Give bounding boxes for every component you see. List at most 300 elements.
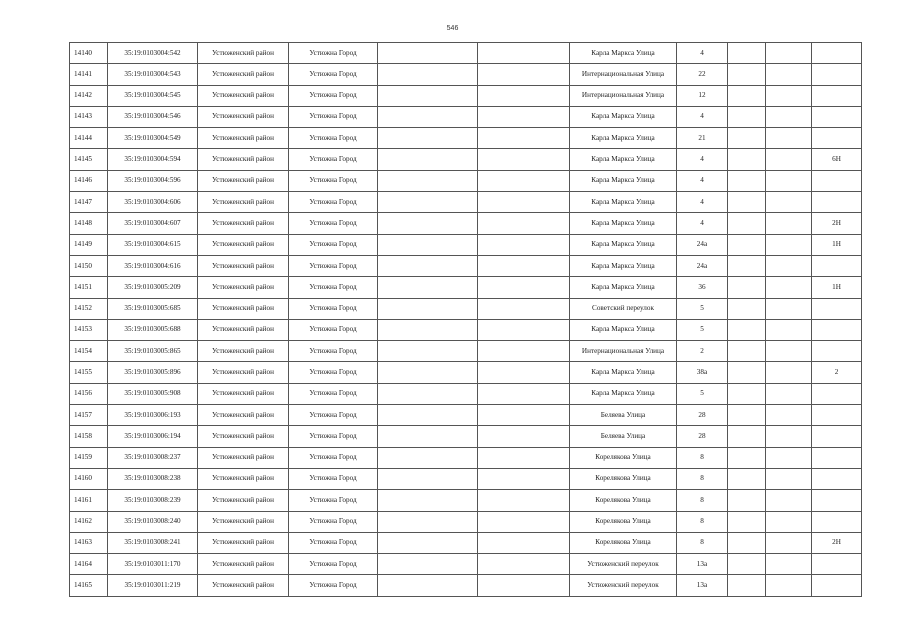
empty-cell bbox=[378, 255, 478, 276]
record-number-cell: 14165 bbox=[70, 575, 108, 596]
apartment-cell: 2Н bbox=[812, 213, 862, 234]
empty-cell bbox=[728, 405, 766, 426]
city-cell: Устюжна Город bbox=[289, 426, 378, 447]
record-number-cell: 14142 bbox=[70, 85, 108, 106]
apartment-cell bbox=[812, 426, 862, 447]
apartment-cell bbox=[812, 64, 862, 85]
record-number-cell: 14146 bbox=[70, 170, 108, 191]
house-number-cell: 5 bbox=[677, 298, 728, 319]
empty-cell bbox=[766, 405, 812, 426]
apartment-cell bbox=[812, 511, 862, 532]
empty-cell bbox=[378, 468, 478, 489]
house-number-cell: 8 bbox=[677, 447, 728, 468]
city-cell: Устюжна Город bbox=[289, 341, 378, 362]
empty-cell bbox=[378, 426, 478, 447]
district-cell: Устюженский район bbox=[198, 192, 289, 213]
empty-cell bbox=[728, 234, 766, 255]
cadastral-number-cell: 35:19:0103008:237 bbox=[108, 447, 198, 468]
street-cell: Карла Маркса Улица bbox=[570, 128, 677, 149]
city-cell: Устюжна Город bbox=[289, 383, 378, 404]
empty-cell bbox=[766, 149, 812, 170]
empty-cell bbox=[478, 255, 570, 276]
empty-cell bbox=[478, 43, 570, 64]
cadastral-number-cell: 35:19:0103008:241 bbox=[108, 532, 198, 553]
house-number-cell: 22 bbox=[677, 64, 728, 85]
record-number-cell: 14162 bbox=[70, 511, 108, 532]
empty-cell bbox=[766, 298, 812, 319]
empty-cell bbox=[478, 64, 570, 85]
empty-cell bbox=[478, 490, 570, 511]
empty-cell bbox=[378, 341, 478, 362]
district-cell: Устюженский район bbox=[198, 362, 289, 383]
apartment-cell bbox=[812, 554, 862, 575]
record-number-cell: 14144 bbox=[70, 128, 108, 149]
empty-cell bbox=[728, 255, 766, 276]
street-cell: Карла Маркса Улица bbox=[570, 213, 677, 234]
city-cell: Устюжна Город bbox=[289, 468, 378, 489]
record-number-cell: 14156 bbox=[70, 383, 108, 404]
empty-cell bbox=[766, 490, 812, 511]
empty-cell bbox=[478, 383, 570, 404]
cadastral-number-cell: 35:19:0103005:865 bbox=[108, 341, 198, 362]
table-row bbox=[70, 85, 862, 106]
district-cell: Устюженский район bbox=[198, 255, 289, 276]
table-row bbox=[70, 192, 862, 213]
empty-cell bbox=[378, 234, 478, 255]
street-cell: Карла Маркса Улица bbox=[570, 192, 677, 213]
district-cell: Устюженский район bbox=[198, 64, 289, 85]
street-cell: Корелякова Улица bbox=[570, 447, 677, 468]
house-number-cell: 4 bbox=[677, 213, 728, 234]
city-cell: Устюжна Город bbox=[289, 64, 378, 85]
street-cell: Интернациональная Улица bbox=[570, 64, 677, 85]
empty-cell bbox=[728, 64, 766, 85]
street-cell: Карла Маркса Улица bbox=[570, 319, 677, 340]
house-number-cell: 8 bbox=[677, 532, 728, 553]
city-cell: Устюжна Город bbox=[289, 405, 378, 426]
house-number-cell: 2 bbox=[677, 341, 728, 362]
empty-cell bbox=[728, 426, 766, 447]
empty-cell bbox=[766, 192, 812, 213]
table-row bbox=[70, 298, 862, 319]
record-number-cell: 14160 bbox=[70, 468, 108, 489]
street-cell: Карла Маркса Улица bbox=[570, 43, 677, 64]
empty-cell bbox=[378, 575, 478, 596]
street-cell: Карла Маркса Улица bbox=[570, 170, 677, 191]
apartment-cell bbox=[812, 106, 862, 127]
apartment-cell bbox=[812, 298, 862, 319]
apartment-cell: 2Н bbox=[812, 532, 862, 553]
empty-cell bbox=[728, 319, 766, 340]
district-cell: Устюженский район bbox=[198, 383, 289, 404]
empty-cell bbox=[766, 277, 812, 298]
cadastral-number-cell: 35:19:0103004:606 bbox=[108, 192, 198, 213]
record-number-cell: 14151 bbox=[70, 277, 108, 298]
empty-cell bbox=[766, 255, 812, 276]
house-number-cell: 36 bbox=[677, 277, 728, 298]
apartment-cell bbox=[812, 128, 862, 149]
table-row bbox=[70, 575, 862, 596]
empty-cell bbox=[478, 277, 570, 298]
street-cell: Корелякова Улица bbox=[570, 511, 677, 532]
empty-cell bbox=[378, 511, 478, 532]
empty-cell bbox=[728, 468, 766, 489]
cadastral-number-cell: 35:19:0103004:546 bbox=[108, 106, 198, 127]
record-number-cell: 14147 bbox=[70, 192, 108, 213]
cadastral-number-cell: 35:19:0103006:194 bbox=[108, 426, 198, 447]
empty-cell bbox=[478, 554, 570, 575]
empty-cell bbox=[728, 362, 766, 383]
table-row bbox=[70, 106, 862, 127]
empty-cell bbox=[728, 341, 766, 362]
house-number-cell: 28 bbox=[677, 426, 728, 447]
empty-cell bbox=[478, 362, 570, 383]
house-number-cell: 38а bbox=[677, 362, 728, 383]
empty-cell bbox=[378, 362, 478, 383]
city-cell: Устюжна Город bbox=[289, 128, 378, 149]
empty-cell bbox=[478, 149, 570, 170]
empty-cell bbox=[478, 447, 570, 468]
empty-cell bbox=[478, 128, 570, 149]
empty-cell bbox=[378, 43, 478, 64]
city-cell: Устюжна Город bbox=[289, 447, 378, 468]
empty-cell bbox=[728, 213, 766, 234]
house-number-cell: 4 bbox=[677, 149, 728, 170]
empty-cell bbox=[378, 213, 478, 234]
empty-cell bbox=[766, 426, 812, 447]
registry-body bbox=[70, 43, 862, 597]
table-row bbox=[70, 405, 862, 426]
apartment-cell bbox=[812, 85, 862, 106]
empty-cell bbox=[478, 532, 570, 553]
street-cell: Карла Маркса Улица bbox=[570, 255, 677, 276]
district-cell: Устюженский район bbox=[198, 298, 289, 319]
district-cell: Устюженский район bbox=[198, 170, 289, 191]
apartment-cell: 1Н bbox=[812, 234, 862, 255]
cadastral-number-cell: 35:19:0103005:688 bbox=[108, 319, 198, 340]
table-row bbox=[70, 149, 862, 170]
empty-cell bbox=[378, 170, 478, 191]
table-row bbox=[70, 213, 862, 234]
city-cell: Устюжна Город bbox=[289, 575, 378, 596]
record-number-cell: 14159 bbox=[70, 447, 108, 468]
empty-cell bbox=[478, 405, 570, 426]
cadastral-number-cell: 35:19:0103005:685 bbox=[108, 298, 198, 319]
street-cell: Устюженский переулок bbox=[570, 554, 677, 575]
city-cell: Устюжна Город bbox=[289, 213, 378, 234]
table-row bbox=[70, 383, 862, 404]
empty-cell bbox=[728, 532, 766, 553]
empty-cell bbox=[766, 319, 812, 340]
empty-cell bbox=[378, 192, 478, 213]
empty-cell bbox=[378, 85, 478, 106]
district-cell: Устюженский район bbox=[198, 341, 289, 362]
empty-cell bbox=[728, 85, 766, 106]
empty-cell bbox=[378, 149, 478, 170]
house-number-cell: 8 bbox=[677, 511, 728, 532]
apartment-cell bbox=[812, 341, 862, 362]
table-row bbox=[70, 170, 862, 191]
apartment-cell bbox=[812, 383, 862, 404]
empty-cell bbox=[378, 405, 478, 426]
house-number-cell: 13а bbox=[677, 575, 728, 596]
table-row bbox=[70, 490, 862, 511]
empty-cell bbox=[478, 106, 570, 127]
record-number-cell: 14153 bbox=[70, 319, 108, 340]
empty-cell bbox=[728, 554, 766, 575]
street-cell: Советский переулок bbox=[570, 298, 677, 319]
table-row bbox=[70, 468, 862, 489]
cadastral-number-cell: 35:19:0103005:908 bbox=[108, 383, 198, 404]
empty-cell bbox=[378, 128, 478, 149]
empty-cell bbox=[766, 447, 812, 468]
cadastral-number-cell: 35:19:0103004:545 bbox=[108, 85, 198, 106]
district-cell: Устюженский район bbox=[198, 532, 289, 553]
city-cell: Устюжна Город bbox=[289, 554, 378, 575]
table-row bbox=[70, 43, 862, 64]
empty-cell bbox=[378, 319, 478, 340]
house-number-cell: 28 bbox=[677, 405, 728, 426]
empty-cell bbox=[728, 447, 766, 468]
district-cell: Устюженский район bbox=[198, 490, 289, 511]
house-number-cell: 21 bbox=[677, 128, 728, 149]
apartment-cell bbox=[812, 255, 862, 276]
empty-cell bbox=[378, 106, 478, 127]
record-number-cell: 14140 bbox=[70, 43, 108, 64]
city-cell: Устюжна Город bbox=[289, 106, 378, 127]
street-cell: Карла Маркса Улица bbox=[570, 383, 677, 404]
street-cell: Устюженский переулок bbox=[570, 575, 677, 596]
cadastral-number-cell: 35:19:0103011:170 bbox=[108, 554, 198, 575]
empty-cell bbox=[478, 192, 570, 213]
apartment-cell bbox=[812, 192, 862, 213]
apartment-cell: 1Н bbox=[812, 277, 862, 298]
city-cell: Устюжна Город bbox=[289, 149, 378, 170]
empty-cell bbox=[766, 554, 812, 575]
street-cell: Карла Маркса Улица bbox=[570, 149, 677, 170]
empty-cell bbox=[378, 532, 478, 553]
district-cell: Устюженский район bbox=[198, 234, 289, 255]
table-row bbox=[70, 447, 862, 468]
empty-cell bbox=[728, 490, 766, 511]
table-row bbox=[70, 64, 862, 85]
empty-cell bbox=[766, 532, 812, 553]
empty-cell bbox=[728, 170, 766, 191]
city-cell: Устюжна Город bbox=[289, 255, 378, 276]
empty-cell bbox=[766, 575, 812, 596]
apartment-cell bbox=[812, 170, 862, 191]
cadastral-number-cell: 35:19:0103004:549 bbox=[108, 128, 198, 149]
page-number: 546 bbox=[446, 25, 459, 32]
cadastral-number-cell: 35:19:0103006:193 bbox=[108, 405, 198, 426]
empty-cell bbox=[766, 106, 812, 127]
table-row bbox=[70, 426, 862, 447]
record-number-cell: 14152 bbox=[70, 298, 108, 319]
record-number-cell: 14163 bbox=[70, 532, 108, 553]
record-number-cell: 14158 bbox=[70, 426, 108, 447]
apartment-cell bbox=[812, 447, 862, 468]
house-number-cell: 4 bbox=[677, 192, 728, 213]
empty-cell bbox=[766, 383, 812, 404]
apartment-cell bbox=[812, 468, 862, 489]
empty-cell bbox=[766, 341, 812, 362]
district-cell: Устюженский район bbox=[198, 426, 289, 447]
city-cell: Устюжна Город bbox=[289, 170, 378, 191]
table-row bbox=[70, 341, 862, 362]
house-number-cell: 5 bbox=[677, 383, 728, 404]
city-cell: Устюжна Город bbox=[289, 43, 378, 64]
record-number-cell: 14145 bbox=[70, 149, 108, 170]
empty-cell bbox=[728, 298, 766, 319]
street-cell: Корелякова Улица bbox=[570, 468, 677, 489]
city-cell: Устюжна Город bbox=[289, 298, 378, 319]
street-cell: Интернациональная Улица bbox=[570, 85, 677, 106]
cadastral-number-cell: 35:19:0103004:596 bbox=[108, 170, 198, 191]
city-cell: Устюжна Город bbox=[289, 490, 378, 511]
table-row bbox=[70, 255, 862, 276]
empty-cell bbox=[766, 213, 812, 234]
cadastral-number-cell: 35:19:0103004:594 bbox=[108, 149, 198, 170]
empty-cell bbox=[728, 192, 766, 213]
street-cell: Корелякова Улица bbox=[570, 532, 677, 553]
street-cell: Интернациональная Улица bbox=[570, 341, 677, 362]
empty-cell bbox=[728, 575, 766, 596]
empty-cell bbox=[766, 468, 812, 489]
district-cell: Устюженский район bbox=[198, 43, 289, 64]
empty-cell bbox=[378, 64, 478, 85]
district-cell: Устюженский район bbox=[198, 319, 289, 340]
empty-cell bbox=[766, 128, 812, 149]
city-cell: Устюжна Город bbox=[289, 532, 378, 553]
city-cell: Устюжна Город bbox=[289, 234, 378, 255]
empty-cell bbox=[728, 106, 766, 127]
district-cell: Устюженский район bbox=[198, 277, 289, 298]
apartment-cell bbox=[812, 319, 862, 340]
empty-cell bbox=[378, 554, 478, 575]
apartment-cell bbox=[812, 490, 862, 511]
property-registry-table bbox=[69, 42, 862, 597]
city-cell: Устюжна Город bbox=[289, 192, 378, 213]
empty-cell bbox=[766, 43, 812, 64]
house-number-cell: 4 bbox=[677, 106, 728, 127]
city-cell: Устюжна Город bbox=[289, 319, 378, 340]
table-row bbox=[70, 319, 862, 340]
district-cell: Устюженский район bbox=[198, 554, 289, 575]
record-number-cell: 14149 bbox=[70, 234, 108, 255]
house-number-cell: 4 bbox=[677, 43, 728, 64]
empty-cell bbox=[478, 234, 570, 255]
empty-cell bbox=[728, 128, 766, 149]
street-cell: Карла Маркса Улица bbox=[570, 277, 677, 298]
table-row bbox=[70, 128, 862, 149]
empty-cell bbox=[478, 85, 570, 106]
district-cell: Устюженский район bbox=[198, 149, 289, 170]
district-cell: Устюженский район bbox=[198, 468, 289, 489]
empty-cell bbox=[478, 213, 570, 234]
city-cell: Устюжна Город bbox=[289, 277, 378, 298]
cadastral-number-cell: 35:19:0103008:238 bbox=[108, 468, 198, 489]
empty-cell bbox=[766, 85, 812, 106]
empty-cell bbox=[478, 575, 570, 596]
apartment-cell: 6Н bbox=[812, 149, 862, 170]
cadastral-number-cell: 35:19:0103008:240 bbox=[108, 511, 198, 532]
district-cell: Устюженский район bbox=[198, 447, 289, 468]
street-cell: Карла Маркса Улица bbox=[570, 362, 677, 383]
empty-cell bbox=[478, 319, 570, 340]
street-cell: Беляева Улица bbox=[570, 405, 677, 426]
district-cell: Устюженский район bbox=[198, 106, 289, 127]
empty-cell bbox=[378, 277, 478, 298]
empty-cell bbox=[766, 511, 812, 532]
district-cell: Устюженский район bbox=[198, 213, 289, 234]
record-number-cell: 14155 bbox=[70, 362, 108, 383]
cadastral-number-cell: 35:19:0103004:615 bbox=[108, 234, 198, 255]
record-number-cell: 14141 bbox=[70, 64, 108, 85]
district-cell: Устюженский район bbox=[198, 128, 289, 149]
empty-cell bbox=[728, 43, 766, 64]
table-row bbox=[70, 511, 862, 532]
district-cell: Устюженский район bbox=[198, 405, 289, 426]
record-number-cell: 14164 bbox=[70, 554, 108, 575]
city-cell: Устюжна Город bbox=[289, 511, 378, 532]
record-number-cell: 14161 bbox=[70, 490, 108, 511]
empty-cell bbox=[378, 298, 478, 319]
empty-cell bbox=[478, 468, 570, 489]
record-number-cell: 14157 bbox=[70, 405, 108, 426]
street-cell: Беляева Улица bbox=[570, 426, 677, 447]
house-number-cell: 24а bbox=[677, 234, 728, 255]
house-number-cell: 24а bbox=[677, 255, 728, 276]
cadastral-number-cell: 35:19:0103004:607 bbox=[108, 213, 198, 234]
street-cell: Карла Маркса Улица bbox=[570, 234, 677, 255]
house-number-cell: 8 bbox=[677, 468, 728, 489]
record-number-cell: 14148 bbox=[70, 213, 108, 234]
empty-cell bbox=[728, 511, 766, 532]
district-cell: Устюженский район bbox=[198, 575, 289, 596]
cadastral-number-cell: 35:19:0103008:239 bbox=[108, 490, 198, 511]
table-row bbox=[70, 532, 862, 553]
table-row bbox=[70, 277, 862, 298]
table-row bbox=[70, 234, 862, 255]
cadastral-number-cell: 35:19:0103004:543 bbox=[108, 64, 198, 85]
record-number-cell: 14150 bbox=[70, 255, 108, 276]
empty-cell bbox=[728, 277, 766, 298]
house-number-cell: 13а bbox=[677, 554, 728, 575]
house-number-cell: 8 bbox=[677, 490, 728, 511]
cadastral-number-cell: 35:19:0103005:896 bbox=[108, 362, 198, 383]
empty-cell bbox=[478, 511, 570, 532]
district-cell: Устюженский район bbox=[198, 85, 289, 106]
empty-cell bbox=[478, 170, 570, 191]
house-number-cell: 5 bbox=[677, 319, 728, 340]
empty-cell bbox=[766, 170, 812, 191]
cadastral-number-cell: 35:19:0103004:542 bbox=[108, 43, 198, 64]
empty-cell bbox=[478, 298, 570, 319]
cadastral-number-cell: 35:19:0103011:219 bbox=[108, 575, 198, 596]
empty-cell bbox=[478, 426, 570, 447]
apartment-cell bbox=[812, 575, 862, 596]
empty-cell bbox=[728, 383, 766, 404]
cadastral-number-cell: 35:19:0103004:616 bbox=[108, 255, 198, 276]
house-number-cell: 4 bbox=[677, 170, 728, 191]
city-cell: Устюжна Город bbox=[289, 362, 378, 383]
district-cell: Устюженский район bbox=[198, 511, 289, 532]
record-number-cell: 14143 bbox=[70, 106, 108, 127]
table-row bbox=[70, 554, 862, 575]
empty-cell bbox=[378, 447, 478, 468]
empty-cell bbox=[478, 341, 570, 362]
empty-cell bbox=[766, 234, 812, 255]
